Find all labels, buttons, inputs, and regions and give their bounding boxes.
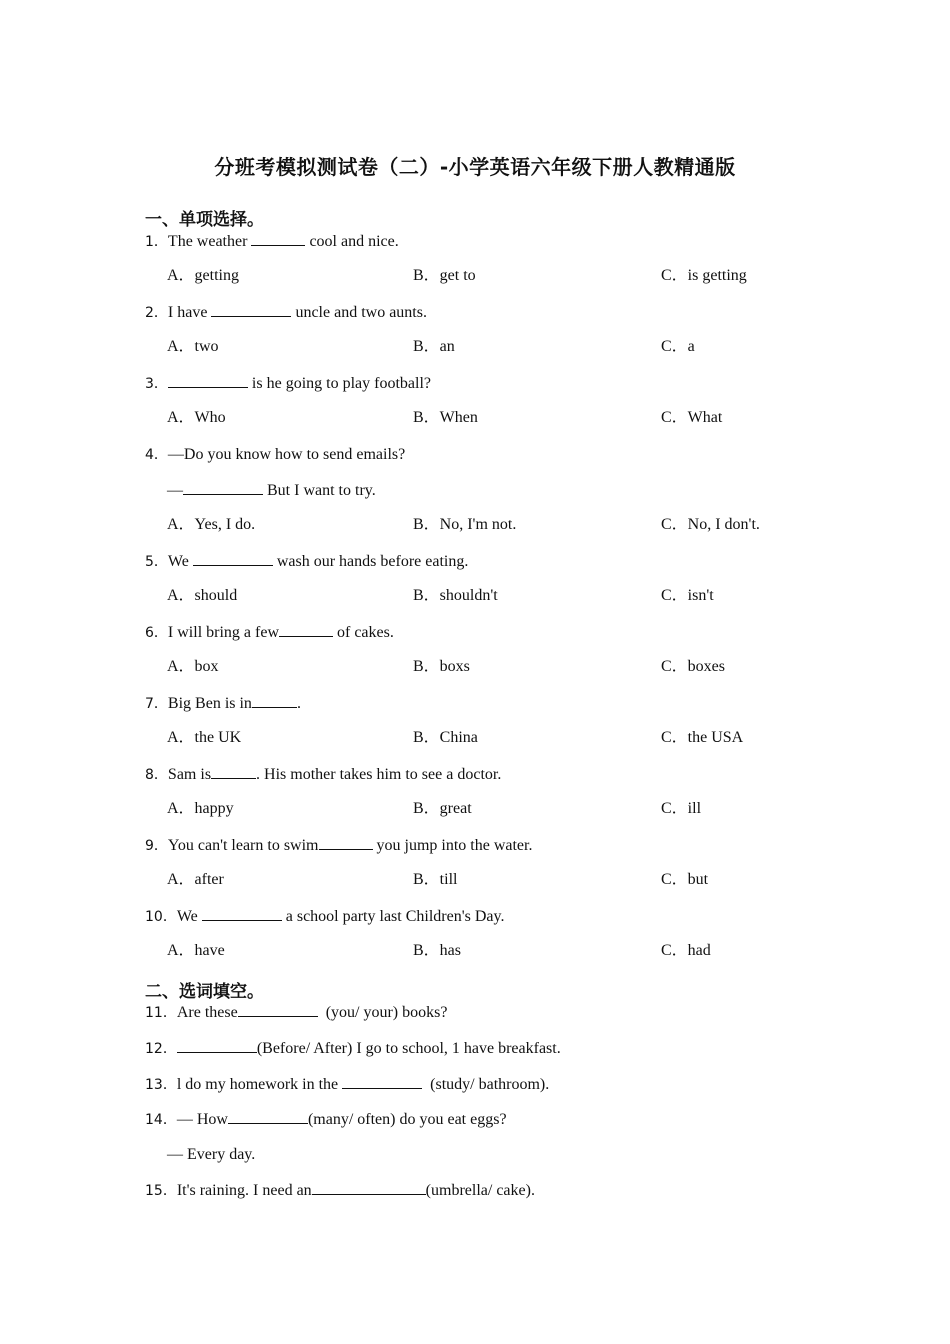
question-11: 11．Are these (you/ your) books? [145, 1004, 448, 1021]
question-15: 15．It's raining. I need an (umbrella/ cake). [145, 1182, 535, 1199]
q5-option-a[interactable]: A．should [167, 587, 238, 604]
answer-blank[interactable] [193, 551, 273, 566]
question-12: 12． (Before/ After) I go to school, 1 have breakfast. [145, 1040, 561, 1057]
answer-blank[interactable] [279, 622, 333, 637]
q5-option-b[interactable]: B．shouldn't [413, 587, 498, 604]
question-4: 4．—Do you know how to send emails? [145, 446, 406, 463]
q4-option-c[interactable]: C．No, I don't. [661, 516, 760, 533]
answer-blank[interactable] [202, 906, 282, 921]
q4-option-b[interactable]: B．No, I'm not. [413, 516, 517, 533]
q4-option-a[interactable]: A．Yes, I do. [167, 516, 256, 533]
answer-blank[interactable] [312, 1180, 426, 1195]
q3-option-a[interactable]: A．Who [167, 409, 226, 426]
q7-option-b[interactable]: B．China [413, 729, 478, 746]
q6-option-b[interactable]: B．boxs [413, 658, 470, 675]
question-4-reply: — But I want to try. [167, 482, 376, 499]
q3-option-c[interactable]: C．What [661, 409, 723, 426]
q2-option-b[interactable]: B．an [413, 338, 455, 355]
answer-blank[interactable] [238, 1002, 318, 1017]
q9-option-c[interactable]: C．but [661, 871, 709, 888]
page-title: 分班考模拟测试卷（二）-小学英语六年级下册人教精通版 [214, 155, 736, 179]
q6-option-c[interactable]: C．boxes [661, 658, 726, 675]
q1-option-c[interactable]: C．is getting [661, 267, 747, 284]
question-13: 13．l do my homework in the (study/ bathroom). [145, 1076, 550, 1093]
question-9: 9．You can't learn to swim you jump into the water. [145, 837, 533, 854]
q7-option-a[interactable]: A．the UK [167, 729, 242, 746]
q9-option-b[interactable]: B．till [413, 871, 458, 888]
question-14-reply: — Every day. [167, 1146, 256, 1163]
answer-blank[interactable] [183, 480, 263, 495]
answer-blank[interactable] [211, 764, 256, 779]
q8-option-b[interactable]: B．great [413, 800, 472, 817]
answer-blank[interactable] [342, 1074, 422, 1089]
question-3: 3． is he going to play football? [145, 375, 431, 392]
q10-option-b[interactable]: B．has [413, 942, 462, 959]
section-heading-single-choice: 一、单项选择。 [145, 210, 264, 230]
question-14: 14．— How (many/ often) do you eat eggs? [145, 1111, 507, 1128]
question-1: 1．The weather cool and nice. [145, 233, 399, 250]
question-10: 10．We a school party last Children's Day. [145, 908, 505, 925]
q9-option-a[interactable]: A．after [167, 871, 224, 888]
answer-blank[interactable] [211, 302, 291, 317]
q6-option-a[interactable]: A．box [167, 658, 219, 675]
q7-option-c[interactable]: C．the USA [661, 729, 744, 746]
answer-blank[interactable] [252, 693, 297, 708]
answer-blank[interactable] [168, 373, 248, 388]
answer-blank[interactable] [177, 1038, 257, 1053]
section-heading-fill-in: 二、选词填空。 [145, 982, 264, 1002]
question-5: 5．We wash our hands before eating. [145, 553, 469, 570]
question-6: 6．I will bring a few of cakes. [145, 624, 394, 641]
question-7: 7．Big Ben is in . [145, 695, 301, 712]
q8-option-c[interactable]: C．ill [661, 800, 702, 817]
q10-option-c[interactable]: C．had [661, 942, 711, 959]
answer-blank[interactable] [251, 231, 305, 246]
q10-option-a[interactable]: A．have [167, 942, 225, 959]
q3-option-b[interactable]: B．When [413, 409, 478, 426]
answer-blank[interactable] [228, 1109, 308, 1124]
q2-option-c[interactable]: C．a [661, 338, 695, 355]
q5-option-c[interactable]: C．isn't [661, 587, 714, 604]
q8-option-a[interactable]: A．happy [167, 800, 234, 817]
q2-option-a[interactable]: A．two [167, 338, 219, 355]
answer-blank[interactable] [319, 835, 373, 850]
question-8: 8．Sam is . His mother takes him to see a doctor. [145, 766, 502, 783]
question-2: 2．I have uncle and two aunts. [145, 304, 427, 321]
q1-option-a[interactable]: A．getting [167, 267, 239, 284]
q1-option-b[interactable]: B．get to [413, 267, 476, 284]
